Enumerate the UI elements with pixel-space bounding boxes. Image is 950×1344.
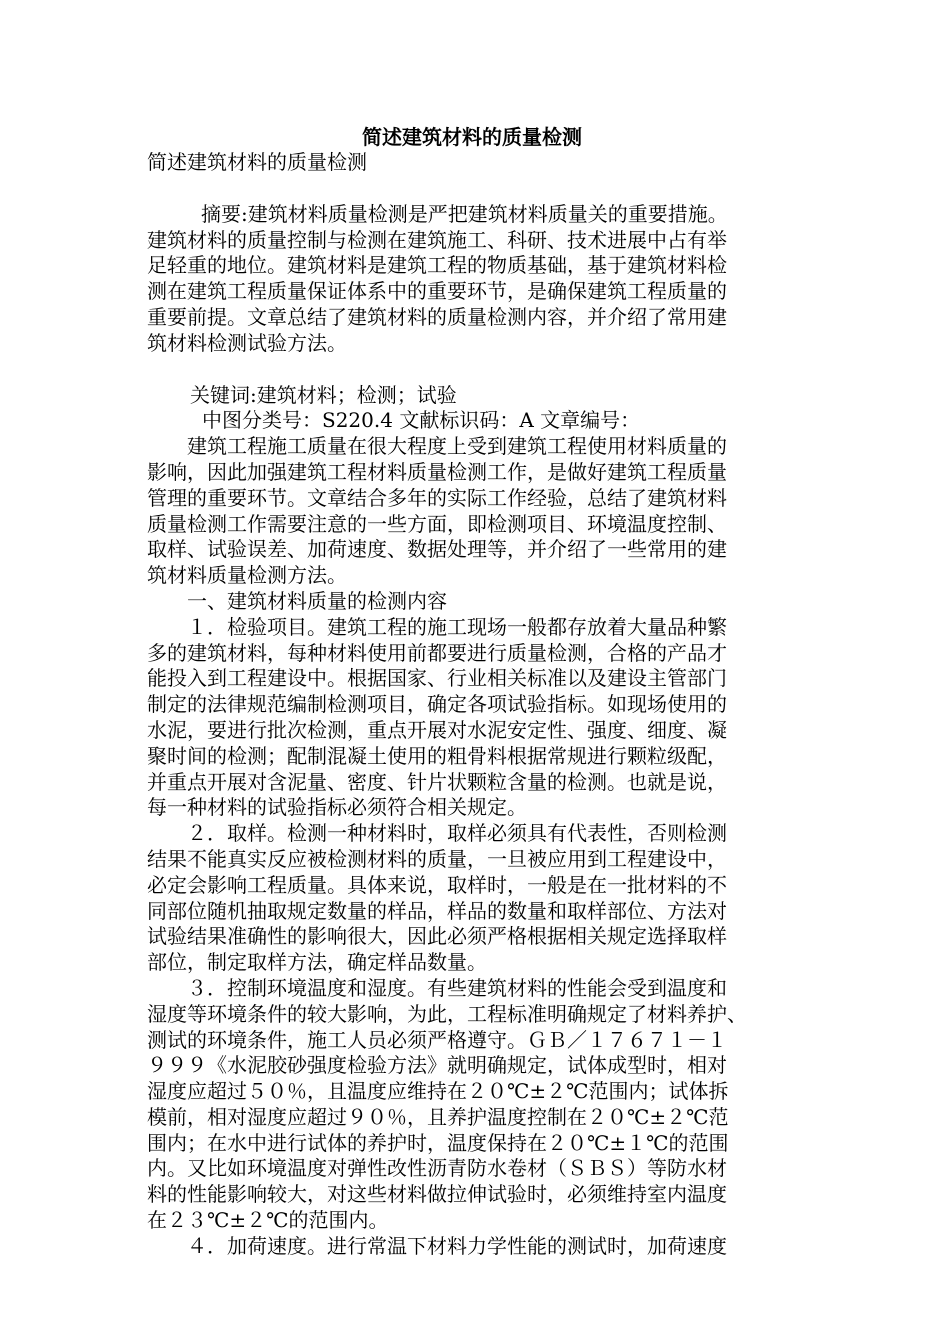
intro-line: 质量检测工作需要注意的一些方面，即检测项目、环境温度控制、: [147, 511, 727, 536]
abstract-paragraph: [147, 202, 797, 357]
intro-line: 影响，因此加强建筑工程材料质量检测工作，是做好建筑工程质量: [147, 459, 727, 484]
item-1-paragraph: [147, 615, 797, 821]
item-line: 湿度应超过５０％，且温度应维持在２０℃±２℃范围内；试体拆: [147, 1079, 729, 1104]
spacer: [147, 176, 797, 202]
item-line: 内。又比如环境温度对弹性改性沥青防水卷材（ＳＢＳ）等防水材: [147, 1156, 727, 1181]
item-line: 同部位随机抽取规定数量的样品，样品的数量和取样部位、方法对: [147, 898, 727, 923]
item-line: 在２３℃±２℃的范围内。: [147, 1208, 389, 1233]
item-line: 测试的环境条件，施工人员必须严格遵守。ＧＢ／１７６７１－１: [147, 1027, 727, 1052]
item-line: 部位，制定取样方法，确定样品数量。: [147, 950, 487, 975]
abstract-line: 测在建筑工程质量保证体系中的重要环节，是确保建筑工程质量的: [147, 279, 727, 304]
section-heading: 一、建筑材料质量的检测内容: [187, 588, 447, 613]
item-line: ４．加荷速度。进行常温下材料力学性能的测试时，加荷速度: [187, 1233, 727, 1258]
item-line: 料的性能影响较大，对这些材料做拉伸试验时，必须维持室内温度: [147, 1182, 727, 1207]
classification-line: 中图分类号：S220.4 文献标识码：A 文章编号：: [202, 408, 641, 433]
item-line: ３．控制环境温度和湿度。有些建筑材料的性能会受到温度和: [187, 975, 727, 1000]
document-content: [147, 124, 797, 1260]
document-title: 简述建筑材料的质量检测: [362, 125, 582, 149]
item-2-paragraph: [147, 821, 797, 976]
item-line: 必定会影响工程质量。具体来说，取样时，一般是在一批材料的不: [147, 872, 727, 897]
item-line: 多的建筑材料，每种材料使用前都要进行质量检测，合格的产品才: [147, 640, 727, 665]
abstract-line: 建筑材料的质量控制与检测在建筑施工、科研、技术进展中占有举: [147, 227, 727, 252]
abstract-line: 重要前提。文章总结了建筑材料的质量检测内容，并介绍了常用建: [147, 304, 727, 329]
intro-line: 建筑工程施工质量在很大程度上受到建筑工程使用材料质量的: [187, 434, 727, 459]
item-3-paragraph: [147, 976, 797, 1234]
item-line: 湿度等环境条件的较大影响，为此，工程标准明确规定了材料养护、: [147, 1001, 747, 1026]
item-line: 并重点开展对含泥量、密度、针片状颗粒含量的检测。也就是说，: [147, 769, 727, 794]
abstract-line: 摘要:建筑材料质量检测是严把建筑材料质量关的重要措施。: [201, 201, 728, 226]
item-line: 每一种材料的试验指标必须符合相关规定。: [147, 795, 527, 820]
item-line: １．检验项目。建筑工程的施工现场一般都存放着大量品种繁: [187, 614, 727, 639]
item-line: 围内；在水中进行试体的养护时，温度保持在２０℃±１℃的范围: [147, 1130, 729, 1155]
document-subtitle: 简述建筑材料的质量检测: [147, 150, 367, 174]
item-line: 模前，相对湿度应超过９０％，且养护温度控制在２０℃±２℃范: [147, 1104, 729, 1129]
intro-line: 管理的重要环节。文章结合多年的实际工作经验，总结了建筑材料: [147, 485, 727, 510]
item-line: 试验结果准确性的影响很大，因此必须严格根据相关规定选择取样: [147, 924, 727, 949]
intro-paragraph: [147, 434, 797, 589]
item-line: 制定的法律规范编制检测项目，确定各项试验指标。如现场使用的: [147, 692, 727, 717]
spacer: [147, 357, 797, 383]
item-line: ９９９《水泥胶砂强度检验方法》就明确规定，试体成型时，相对: [147, 1053, 727, 1078]
abstract-line: 筑材料检测试验方法。: [147, 330, 347, 355]
item-4-paragraph: [147, 1234, 797, 1260]
item-line: 结果不能真实反应被检测材料的质量，一旦被应用到工程建设中，: [147, 846, 727, 871]
intro-line: 取样、试验误差、加荷速度、数据处理等，并介绍了一些常用的建: [147, 537, 727, 562]
item-line: 聚时间的检测；配制混凝土使用的粗骨料根据常规进行颗粒级配，: [147, 743, 727, 768]
item-line: ２．取样。检测一种材料时，取样必须具有代表性，否则检测: [187, 821, 727, 846]
intro-line: 筑材料质量检测方法。: [147, 563, 347, 588]
keywords-line: 关键词:建筑材料；检测；试验: [190, 382, 457, 407]
abstract-line: 足轻重的地位。建筑材料是建筑工程的物质基础，基于建筑材料检: [147, 253, 727, 278]
item-line: 能投入到工程建设中。根据国家、行业相关标准以及建设主管部门: [147, 666, 727, 691]
item-line: 水泥，要进行批次检测，重点开展对水泥安定性、强度、细度、凝: [147, 717, 727, 742]
